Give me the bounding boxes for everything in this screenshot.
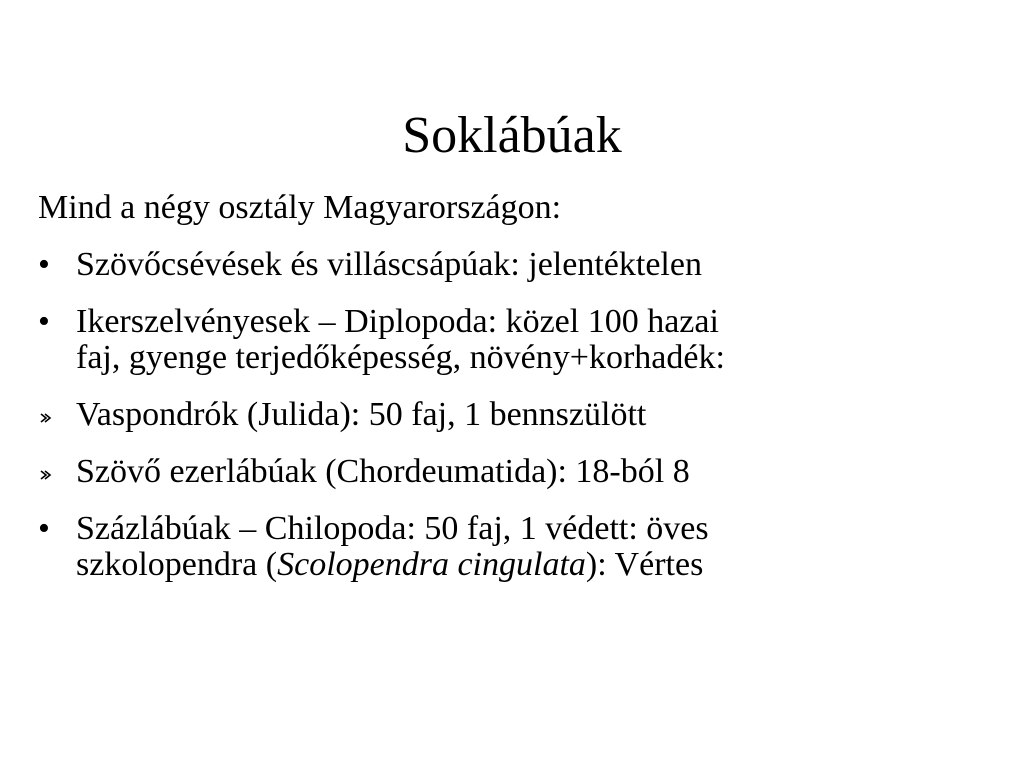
list-item-text: Szövőcsévések és villáscsápúak: jelentéktelen [76,246,702,283]
bullet-icon: • [38,510,50,547]
list-item [38,397,998,433]
intro-text: Mind a négy osztály Magyarországon: [38,189,562,226]
list-item [38,511,998,583]
list-item [38,454,998,490]
list-item-text [76,511,998,583]
list-item-line: Ikerszelvényesek – Diplopoda: közel 100 hazai [76,303,719,340]
arrow-bullet-icon [40,413,52,423]
list-item-line [76,547,998,583]
bullet-icon: • [38,303,50,340]
slide-body [38,190,998,604]
slide-title: Soklábúak [402,107,622,164]
bullet-icon: • [38,246,50,283]
text-fragment: szkolopendra ( [76,546,278,583]
list-item-line: Százlábúak – Chilopoda: 50 faj, 1 védett: öves [76,510,709,547]
text-fragment: ): Vértes [585,546,704,583]
species-name: Scolopendra cingulata [277,546,586,583]
list-item-text: Szövő ezerlábúak (Chordeumatida): 18-ból 8 [76,453,690,490]
arrow-bullet-icon [40,470,52,480]
list-item-text [76,304,998,376]
list-item [38,304,998,376]
list-item [38,247,998,283]
list-item-line: faj, gyenge terjedőképesség, növény+korhadék: [76,339,725,376]
list-item-text: Vaspondrók (Julida): 50 faj, 1 bennszülött [76,396,647,433]
